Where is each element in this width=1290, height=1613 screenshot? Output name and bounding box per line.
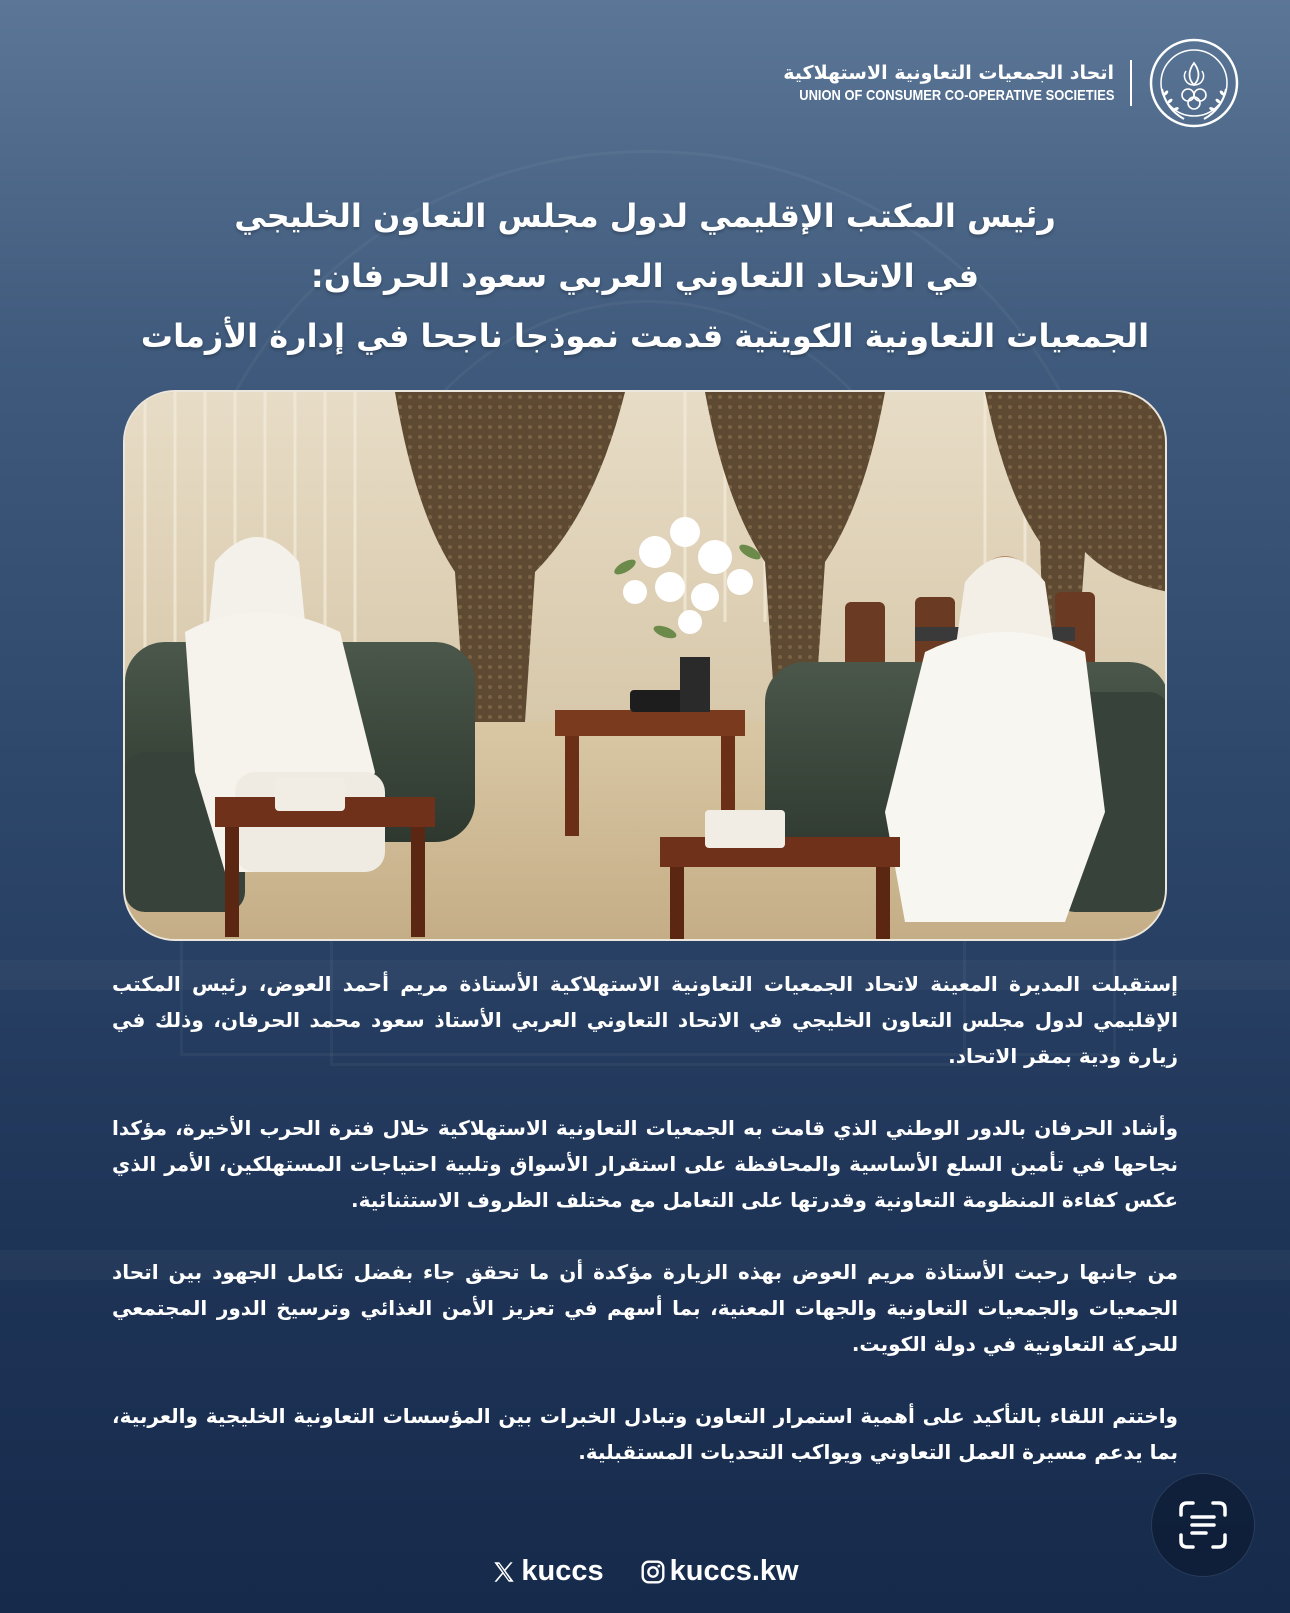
org-names: [748, 60, 1114, 106]
text-scan-icon: [1175, 1497, 1231, 1553]
header: [748, 28, 1240, 138]
union-seal-logo: [1148, 37, 1240, 129]
headline: [60, 186, 1230, 366]
article-body: [112, 966, 1178, 1506]
article-paragraph: إستقبلت المديرة المعينة لاتحاد الجمعيات التعاونية الاستهلاكية الأستاذة مريم أحمد العوض، رئيس المكتب الإقليمي لدول مجلس التعاون الخليجي في الاتحاد التعاوني العربي الأستاذ سعود محمد الحرفان، وذلك في زيارة ودية بمقر الاتحاد.: [112, 972, 1178, 1068]
article-paragraph: من جانبها رحبت الأستاذة مريم العوض بهذه الزيارة مؤكدة أن ما تحقق جاء بفضل تكامل الجهود بين اتحاد الجمعيات والجمعيات التعاونية والجهات المعنية، بما أسهم في تعزيز الأمن الغذائي وترسيخ الدور المجتمعي للحركة التعاونية في دولة الكويت.: [112, 1260, 1178, 1356]
x-account-link[interactable]: [491, 1555, 603, 1588]
headline-line-2: في الاتحاد التعاوني العربي سعود الحرفان:: [310, 257, 980, 295]
social-links: [0, 1555, 1290, 1588]
header-divider: [1130, 60, 1132, 106]
headline-line-3: الجمعيات التعاونية الكويتية قدمت نموذجا ناجحا في إدارة الأزمات: [140, 317, 1150, 355]
instagram-account-link[interactable]: [640, 1555, 799, 1588]
headline-line-1: رئيس المكتب الإقليمي لدول مجلس التعاون الخليجي: [234, 197, 1056, 235]
article-paragraph: وأشاد الحرفان بالدور الوطني الذي قامت به الجمعيات التعاونية الاستهلاكية خلال فترة الحرب الأخيرة، مؤكدا نجاحها في تأمين السلع الأساسية والمحافظة على استقرار الأسواق وتلبية احتياجات المستهلكين، الأمر الذي عكس كفاءة المنظومة التعاونية وقدرتها على التعامل مع مختلف الظروف الاستثنائية.: [112, 1116, 1178, 1212]
meeting-photo: [123, 390, 1167, 941]
x-logo-icon: [491, 1559, 517, 1585]
meeting-photo-illustration: [125, 392, 1167, 941]
org-name-english: UNION OF CONSUMER CO-OPERATIVE SOCIETIES: [798, 87, 1114, 104]
instagram-handle: kuccs.kw: [669, 1555, 799, 1587]
x-handle: kuccs: [521, 1555, 604, 1587]
org-name-arabic: اتحاد الجمعيات التعاونية الاستهلاكية: [783, 62, 1114, 84]
article-paragraph: واختتم اللقاء بالتأكيد على أهمية استمرار التعاون وتبادل الخبرات بين المؤسسات التعاونية الخليجية والعربية، بما يدعم مسيرة العمل التعاوني ويواكب التحديات المستقبلية.: [112, 1404, 1178, 1464]
instagram-icon: [640, 1559, 666, 1585]
